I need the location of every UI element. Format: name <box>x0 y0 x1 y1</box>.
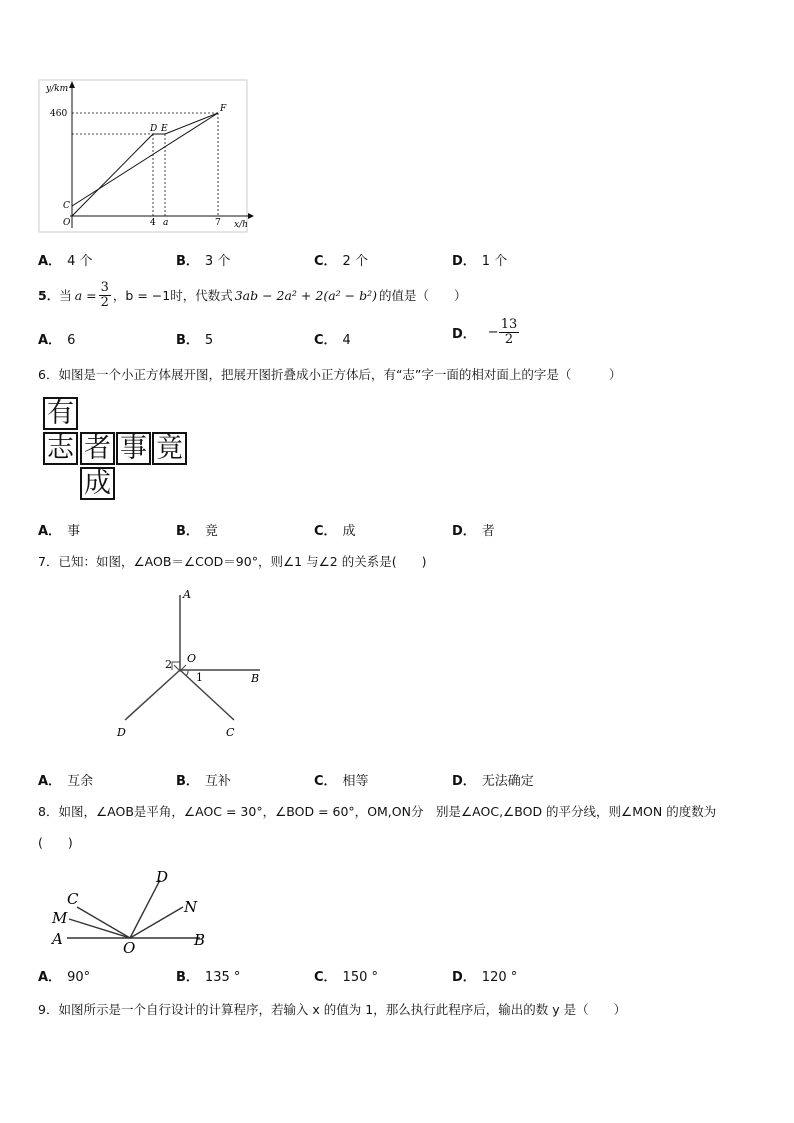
q8-label-n: N <box>184 898 198 916</box>
q7-label-d: D <box>117 726 126 739</box>
q6-option-b: B． 竟 <box>176 524 218 539</box>
x-axis-label: x/h <box>234 220 248 230</box>
q8-label-m: M <box>52 909 68 927</box>
q7-angle-figure <box>110 585 270 745</box>
q8-stem: 8．如图，∠AOB是平角，∠AOC = 30°，∠BOD = 60°，OM,ON分 别是∠AOC,∠BOD 的平分线，则∠MON 的度数为 <box>38 804 717 819</box>
net-cell-you: 有 <box>43 397 78 430</box>
x-tick-4: 4 <box>150 218 156 228</box>
q7-label-b: B <box>251 672 260 685</box>
distance-time-graph <box>30 78 260 238</box>
q8-option-c: C． 150 ° <box>314 970 378 985</box>
net-cell-zhe: 者 <box>80 432 115 465</box>
q5-option-a: A． 6 <box>38 333 76 348</box>
q5-option-c: C． 4 <box>314 333 351 348</box>
net-cell-jing: 竟 <box>152 432 187 465</box>
q7-label-o: O <box>187 652 197 665</box>
q5-fraction-13-2: $\frac{13}{2}$ <box>500 317 518 347</box>
net-cell-zhi: 志 <box>43 432 78 465</box>
q7-stem: 7．已知：如图，∠AOB＝∠COD＝90°，则∠1 与∠2 的关系是( ) <box>38 554 427 569</box>
q5-fraction-3-2: $\frac{3}{2}$ <box>100 279 109 310</box>
q8-label-b: B <box>194 931 206 949</box>
line-o-d <box>72 134 153 216</box>
q4-option-d: D． 1 个 <box>452 254 508 269</box>
q6-option-c: C． 成 <box>314 524 356 539</box>
point-d-label: D <box>150 124 158 134</box>
q7-option-d: D． 无法确定 <box>452 774 534 789</box>
q8-option-d: D． 120 ° <box>452 970 518 985</box>
q7-label-2: 2 <box>165 658 172 671</box>
q8-option-b: B． 135 ° <box>176 970 241 985</box>
q7-option-a: A． 互余 <box>38 774 94 789</box>
point-f-label: F <box>220 104 227 114</box>
net-cell-shi: 事 <box>116 432 151 465</box>
y-axis-label: y/km <box>46 84 69 94</box>
q8-option-a: A． 90° <box>38 970 91 985</box>
y-tick-460: 460 <box>50 109 68 119</box>
q4-option-c: C． 2 个 <box>314 254 368 269</box>
q8-angle-figure <box>45 862 220 957</box>
q8-label-o: O <box>123 939 136 957</box>
q4-option-b: B． 3 个 <box>176 254 231 269</box>
q7-option-c: C． 相等 <box>314 774 369 789</box>
q6-option-a: A． 事 <box>38 524 81 539</box>
q5-option-d: D． − $\frac{13}{2}$ <box>452 317 518 347</box>
line-c-f <box>72 113 218 206</box>
point-c-label: C <box>63 201 70 211</box>
q8-label-d: D <box>156 868 169 886</box>
q7-label-c: C <box>226 726 235 739</box>
point-o-label: O <box>63 218 71 228</box>
q8-label-a: A <box>52 930 63 948</box>
point-e-label: E <box>161 124 168 134</box>
q4-option-a: A． 4 个 <box>38 254 93 269</box>
line-e-f <box>165 113 218 134</box>
q5-stem: 5． 当 a = $\frac{3}{2}$ ，b = −1时，代数式 3ab − 2a² + 2(a² − b²) 的值是（ ） <box>38 279 467 310</box>
q8-label-c: C <box>67 890 79 908</box>
q6-option-d: D． 者 <box>452 524 495 539</box>
q7-option-b: B． 互补 <box>176 774 231 789</box>
x-tick-7: 7 <box>215 218 221 228</box>
net-cell-cheng: 成 <box>80 467 115 500</box>
q7-label-a: A <box>183 588 191 601</box>
q9-stem: 9．如图所示是一个自行设计的计算程序，若输入 x 的值为 1，那么执行此程序后，输出的数 y 是（ ） <box>38 1002 627 1017</box>
q8-paren: ( ) <box>38 835 73 850</box>
q7-label-1: 1 <box>196 671 203 684</box>
q6-stem: 6．如图是一个小正方体展开图，把展开图折叠成小正方体后，有“志”字一面的相对面上的字是（ ） <box>38 367 622 382</box>
q5-option-b: B． 5 <box>176 333 214 348</box>
x-tick-a: a <box>163 218 169 228</box>
